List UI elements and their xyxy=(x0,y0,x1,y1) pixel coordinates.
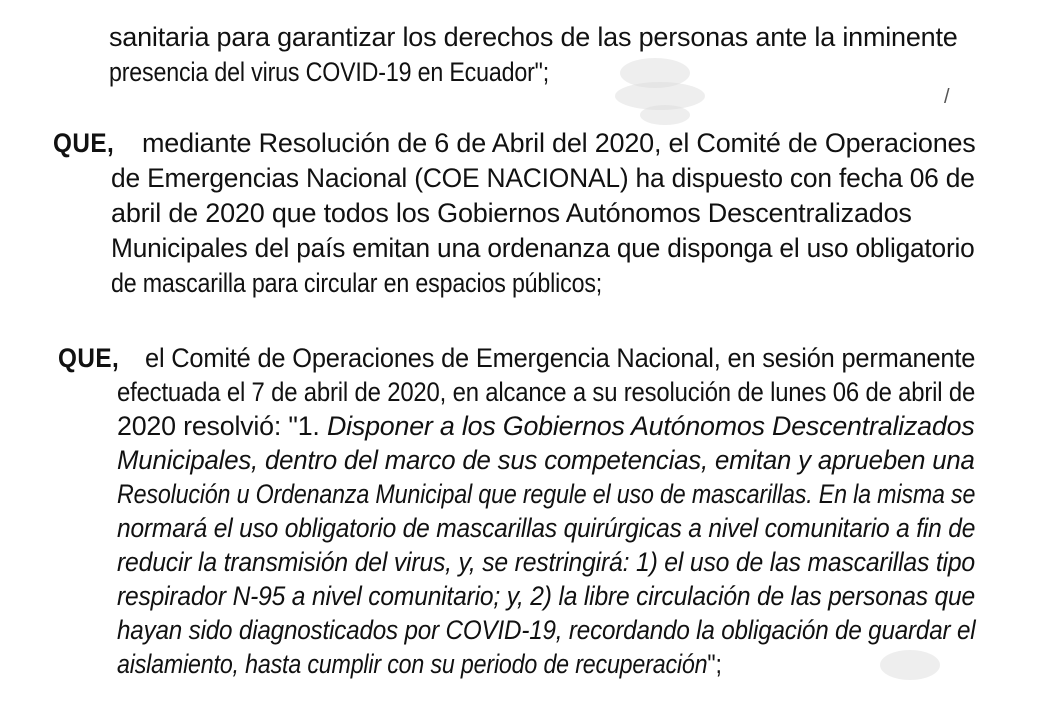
p1-line-2: de Emergencias Nacional (COE NACIONAL) ha dispuesto con fecha 06 de xyxy=(111,163,975,193)
p2-last-line xyxy=(117,647,722,681)
intro-line-2: presencia del virus COVID-19 en Ecuador"; xyxy=(109,57,550,87)
p2-last-italic: aislamiento, hasta cumplir con su periodo de recuperación xyxy=(117,649,708,679)
que-label-2: QUE, xyxy=(58,343,120,373)
p2-line-3-normal: 2020 resolvió: "1. xyxy=(117,411,327,441)
p2-first-line: el Comité de Operaciones de Emergencia Nacional, en sesión permanente xyxy=(145,343,976,373)
p2-line-3 xyxy=(117,409,975,443)
p2-last-tail: "; xyxy=(707,649,722,679)
p1-first-line: mediante Resolución de 6 de Abril del 2020, el Comité de Operaciones xyxy=(142,128,976,158)
p1-line-3: abril de 2020 que todos los Gobiernos Autónomos Descentralizados xyxy=(111,198,912,228)
pen-mark: / xyxy=(944,86,950,108)
scan-noise xyxy=(640,105,690,125)
p2-italic-line-5: respirador N-95 a nivel comunitario; y, 2) la libre circulación de las personas que xyxy=(117,581,976,611)
p2-italic-line-1: Municipales, dentro del marco de sus competencias, emitan y aprueben una xyxy=(117,445,975,475)
p2-italic-line-6: hayan sido diagnosticados por COVID-19, recordando la obligación de guardar el xyxy=(117,615,976,645)
p2-line-2: efectuada el 7 de abril de 2020, en alcance a su resolución de lunes 06 de abril de xyxy=(117,377,976,407)
p2-italic-line-3: normará el uso obligatorio de mascarillas quirúrgicas a nivel comunitario a fin de xyxy=(117,513,976,543)
p1-line-5: de mascarilla para circular en espacios públicos; xyxy=(111,268,603,298)
que-label-1: QUE, xyxy=(53,128,115,158)
p1-line-4: Municipales del país emitan una ordenanza que disponga el uso obligatorio xyxy=(111,233,975,263)
p2-italic-line-2: Resolución u Ordenanza Municipal que regule el uso de mascarillas. En la misma se xyxy=(117,479,976,509)
scan-noise xyxy=(880,650,940,680)
p2-italic-line-4: reducir la transmisión del virus, y, se restringirá: 1) el uso de las mascarillas tipo xyxy=(117,547,975,577)
intro-line-1: sanitaria para garantizar los derechos de las personas ante la inminente xyxy=(109,22,958,52)
p2-line-3-italic: Disponer a los Gobiernos Autónomos Descentralizados xyxy=(326,411,975,441)
